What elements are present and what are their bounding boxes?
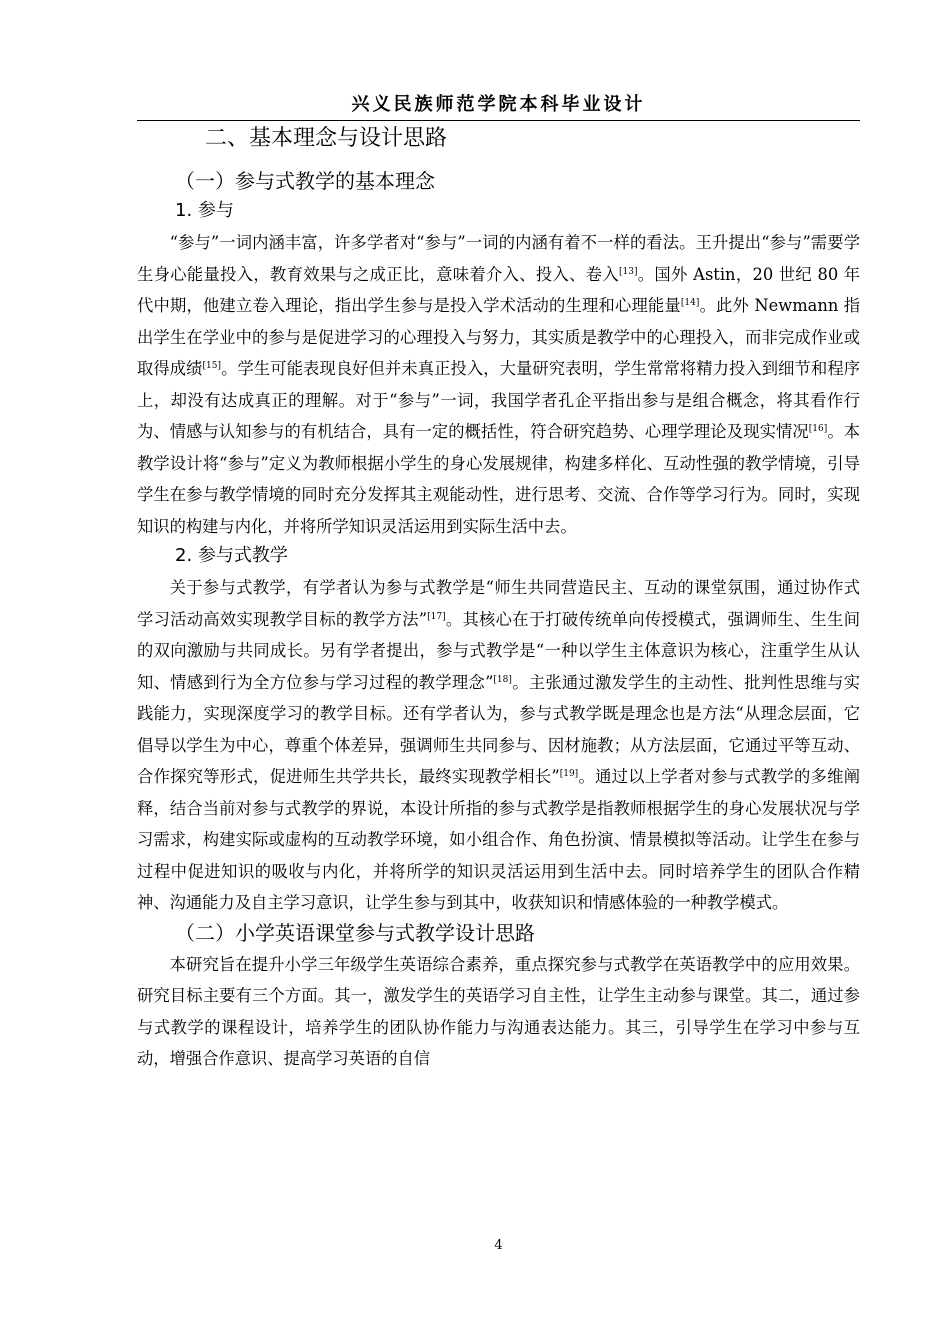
subsection-heading-1: （一）参与式教学的基本理念 (175, 169, 435, 193)
paragraph-text: 。其核心在于打破传统单向传授模式，强调师生、生生间的双向激励与共同成长。另有学者提出，参与式教学是“一种以学生主体意识为核心，注重学生从认知、情感到行为全方位参与学习过程的教学理念” (137, 609, 860, 692)
paragraph-text: 。本教学设计将“参与”定义为教师根据小学生的身心发展规律，构建多样化、互动性强的教学情境，引导学生在参与教学情境的同时充分发挥其主观能动性，进行思考、交流、合作等学习行为。同时，实现知识的构建与内化，并将所学知识灵活运用到实际生活中去。 (137, 422, 860, 536)
item-heading-2: 2. 参与式教学 (175, 545, 288, 566)
paragraph-text: 。主张通过激发学生的主动性、批判性思维与实践能力，实现深度学习的教学目标。还有学者认为，参与式教学既是理念也是方法“从理念层面，它倡导以学生为中心，尊重个体差异，强调师生共同参与、因材施教；从方法层面，它通过平等互动、合作探究等形式，促进师生共学共长，最终实现教学相长” (137, 672, 860, 786)
paragraph-text: 。通过以上学者对参与式教学的多维阐释，结合当前对参与式教学的界说，本设计所指的参与式教学是指教师根据学生的身心发展状况与学习需求，构建实际或虚构的互动教学环境，如小组合作、角色扮演、情景模拟等活动。让学生在参与过程中促进知识的吸收与内化，并将所学的知识灵活运用到生活中去。同时培养学生的团队合作精神、沟通能力及自主学习意识，让学生参与到其中，收获知识和情感体验的一种教学模式。 (137, 767, 860, 912)
citation-ref: [16] (808, 424, 828, 434)
subsection-heading-2: （二）小学英语课堂参与式教学设计思路 (175, 920, 535, 945)
citation-ref: [13] (618, 266, 638, 277)
citation-ref: [19] (559, 769, 579, 779)
citation-ref: [18] (493, 674, 512, 685)
paragraph-text: 关于参与式教学，有学者认为参与式教学是“师生共同营造民主、互动的课堂氛围，通过协作式学习活动高效实现教学目标的教学方法” (137, 578, 860, 629)
section-heading: 二、基本理念与设计思路 (205, 126, 448, 151)
page-number: 4 (494, 1238, 503, 1253)
item-heading-1: 1. 参与 (175, 200, 234, 221)
running-header: 兴义民族师范学院本科毕业设计 (351, 94, 646, 115)
paragraph-text: 。学生可能表现良好但并未真正投入，大量研究表明，学生常常将精力投入到细节和程序上，却没有达成真正的理解。对于“参与”一词，我国学者孔企平指出参与是组合概念，将其看作行为、情感与认知参与的有机结合，具有一定的概括性，符合研究趋势、心理学理论及现实情况 (137, 359, 860, 441)
paragraph-text: “参与”一词内涵丰富，许多学者对“参与”一词的内涵有着不一样的看法。王升提出“参与”需要学生身心能量投入，教育效果与之成正比，意味着介入、投入、卷入 (137, 233, 860, 284)
paragraph-participatory-teaching (137, 572, 860, 919)
paragraph-text: 。此外 Newmann 指出学生在学业中的参与是促进学习的心理投入与努力，其实质是教学中的心理投入，而非完成作业或取得成绩 (137, 296, 860, 378)
header-rule (137, 120, 860, 121)
citation-ref: [14] (680, 298, 700, 308)
paragraph-text: 。国外 Astin，20 世纪 80 年代中期，他建立卷入理论，指出学生参与是投入学术活动的生理和心理能量 (137, 264, 860, 315)
page-body (137, 122, 860, 1075)
paragraph-participation (137, 227, 860, 542)
paragraph-design-ideas: 本研究旨在提升小学三年级学生英语综合素养，重点探究参与式教学在英语教学中的应用效果。研究目标主要有三个方面。其一，激发学生的英语学习自主性，让学生主动参与课堂。其二，通过参与式教学的课程设计，培养学生的团队协作能力与沟通表达能力。其三，引导学生在学习中参与互动，增强合作意识、提高学习英语的自信 (137, 954, 860, 1068)
citation-ref: [17] (427, 611, 446, 622)
citation-ref: [15] (202, 361, 222, 371)
